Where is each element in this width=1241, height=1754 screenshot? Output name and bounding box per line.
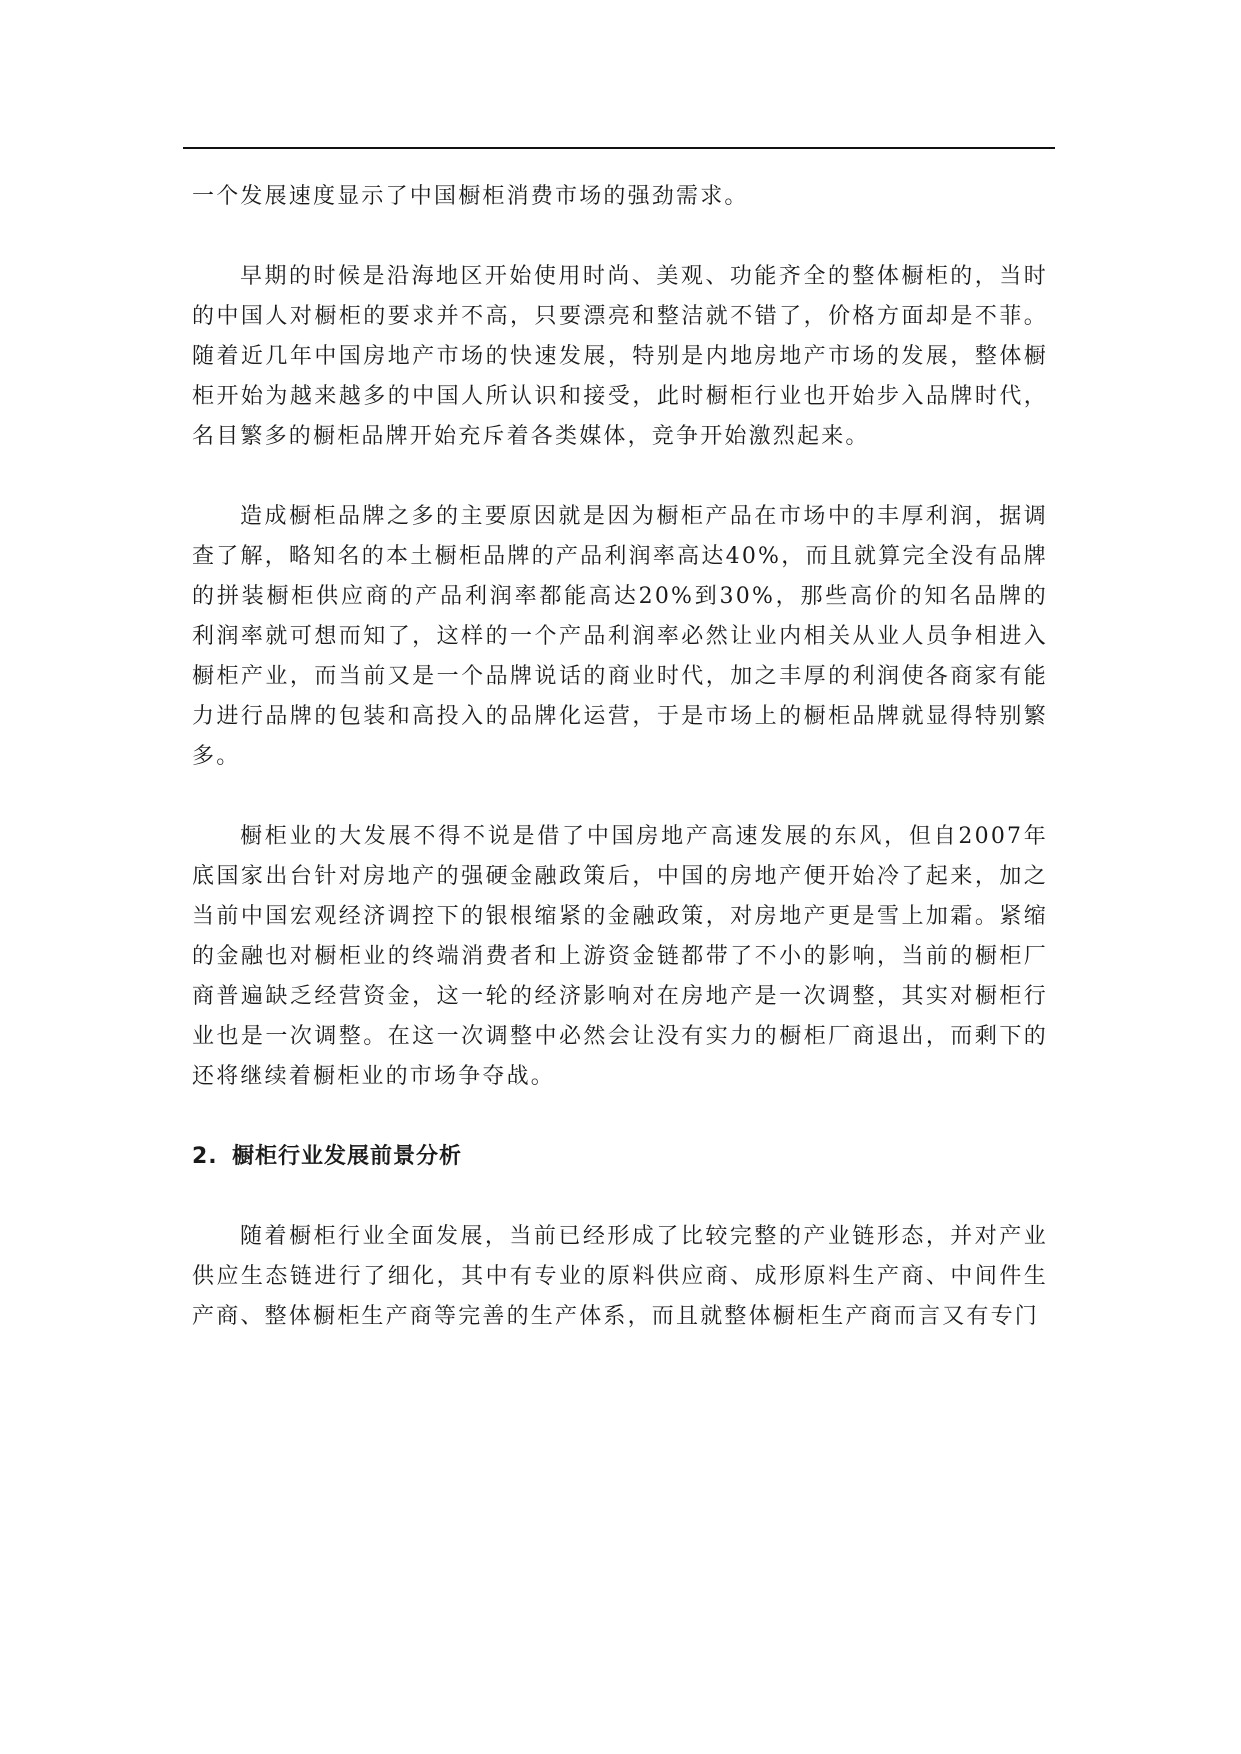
section-title: 橱柜行业发展前景分析 bbox=[232, 1144, 463, 1169]
paragraph: 橱柜业的大发展不得不说是借了中国房地产高速发展的东风，但自2007年底国家出台针对房地产的强硬金融政策后，中国的房地产便开始冷了起来，加之当前中国宏观经济调控下的银根缩紧的金融政策，对房地产更是雪上加霜。紧缩的金融也对橱柜业的终端消费者和上游资金链都带了不小的影响，当前的橱柜厂商普遍缺乏经营资金，这一轮的经济影响对在房地产是一次调整，其实对橱柜行业也是一次调整。在这一次调整中必然会让没有实力的橱柜厂商退出，而剩下的还将继续着橱柜业的市场争夺战。 bbox=[192, 824, 1048, 1089]
section-heading bbox=[192, 1137, 1048, 1177]
paragraph: 早期的时候是沿海地区开始使用时尚、美观、功能齐全的整体橱柜的，当时的中国人对橱柜的要求并不高，只要漂亮和整洁就不错了，价格方面却是不菲。随着近几年中国房地产市场的快速发展，特别是内地房地产市场的发展，整体橱柜开始为越来越多的中国人所认识和接受，此时橱柜行业也开始步入品牌时代，名目繁多的橱柜品牌开始充斥着各类媒体，竞争开始激烈起来。 bbox=[192, 264, 1048, 449]
header-rule bbox=[183, 147, 1055, 149]
paragraph: 造成橱柜品牌之多的主要原因就是因为橱柜产品在市场中的丰厚利润，据调查了解，略知名的本土橱柜品牌的产品利润率高达40%，而且就算完全没有品牌的拼装橱柜供应商的产品利润率都能高达20%到30%，那些高价的知名品牌的利润率就可想而知了，这样的一个产品利润率必然让业内相关从业人员争相进入橱柜产业，而当前又是一个品牌说话的商业时代，加之丰厚的利润使各商家有能力进行品牌的包装和高投入的品牌化运营，于是市场上的橱柜品牌就显得特别繁多。 bbox=[192, 504, 1048, 769]
section-number: 2. bbox=[192, 1144, 218, 1169]
body-text bbox=[192, 177, 1048, 1337]
paragraph: 随着橱柜行业全面发展，当前已经形成了比较完整的产业链形态，并对产业供应生态链进行了细化，其中有专业的原料供应商、成形原料生产商、中间件生产商、整体橱柜生产商等完善的生产体系，而且就整体橱柜生产商而言又有专门 bbox=[192, 1224, 1048, 1329]
paragraph-continuation: 一个发展速度显示了中国橱柜消费市场的强劲需求。 bbox=[192, 184, 749, 209]
